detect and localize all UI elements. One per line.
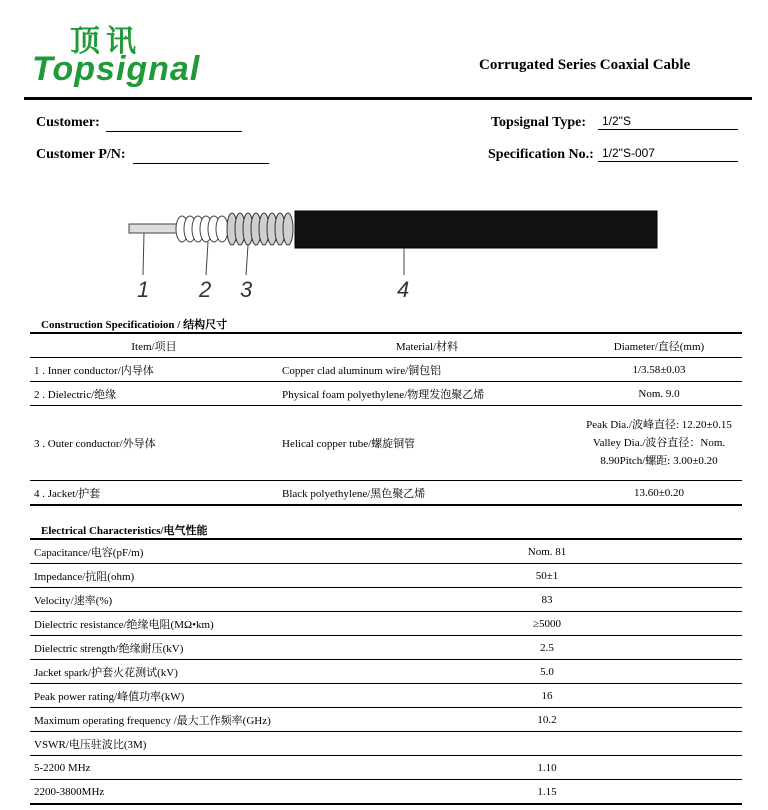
outer-conductor [227, 213, 293, 245]
construction-table [30, 332, 742, 506]
type-field: 1/2"S [598, 114, 738, 130]
property-cell: Capacitance/电容(pF/m) [30, 539, 458, 564]
label-2: 2 [199, 277, 212, 300]
table-row [30, 636, 742, 660]
customer-pn-label: Customer P/N: [36, 147, 126, 162]
dielectric [176, 216, 228, 242]
inner-conductor [129, 224, 177, 233]
property-cell: Dielectric strength/绝缘耐压(kV) [30, 636, 458, 660]
value-cell: 83 [458, 588, 636, 612]
value-cell: 1.10 [458, 756, 636, 780]
table-row [30, 660, 742, 684]
customer-pn-field [133, 148, 269, 164]
header-diameter: Diameter/直径(mm) [576, 333, 742, 358]
item-cell: 3 . Outer conductor/外导体 [30, 406, 278, 481]
spec-field: 1/2"S-007 [598, 146, 738, 162]
label-3: 3 [240, 277, 253, 300]
material-cell: Physical foam polyethylene/物理发泡聚乙烯 [278, 382, 576, 406]
value-cell: 50±1 [458, 564, 636, 588]
table-row [30, 612, 742, 636]
item-cell: 1 . Inner conductor/内导体 [30, 358, 278, 382]
table-row [30, 382, 742, 406]
item-cell: 4 . Jacket/护套 [30, 481, 278, 506]
property-cell: Impedance/抗阻(ohm) [30, 564, 458, 588]
table-row [30, 588, 742, 612]
table-row [30, 481, 742, 506]
electrical-table [30, 538, 742, 805]
value-cell: 2.5 [458, 636, 636, 660]
value-cell: Nom. 81 [458, 539, 636, 564]
table-header-row [30, 333, 742, 358]
spec-label: Specification No.: [488, 147, 594, 162]
header-divider [24, 97, 752, 100]
construction-title: Construction Specificatioion / 结构尺寸 [41, 319, 228, 331]
value-cell: 10.2 [458, 708, 636, 732]
table-row [30, 358, 742, 382]
cable-diagram [120, 205, 665, 300]
logo-english: Topsignal [32, 50, 201, 88]
value-cell: 5.0 [458, 660, 636, 684]
type-label: Topsignal Type: [491, 115, 587, 130]
property-cell: Jacket spark/护套火花测试(kV) [30, 660, 458, 684]
material-cell: Copper clad aluminum wire/铜包铝 [278, 358, 576, 382]
item-cell: 2 . Dielectric/绝缘 [30, 382, 278, 406]
value-cell: ≥5000 [458, 612, 636, 636]
diameter-cell: Peak Dia./波峰直径: 12.20±0.15 Valley Dia./波谷直径：Nom. 8.90Pitch/螺距: 3.00±0.20 [576, 406, 742, 481]
diameter-cell: 13.60±0.20 [576, 481, 742, 506]
table-row [30, 756, 742, 780]
property-cell: 2200-3800MHz [30, 780, 458, 805]
customer-field [106, 116, 242, 132]
table-row [30, 564, 742, 588]
property-cell: 5-2200 MHz [30, 756, 458, 780]
property-cell: VSWR/电压驻波比(3M) [30, 732, 458, 756]
table-row [30, 732, 742, 756]
material-cell: Helical copper tube/螺旋铜管 [278, 406, 576, 481]
table-row [30, 539, 742, 564]
label-1: 1 [137, 277, 150, 300]
table-row [30, 406, 742, 481]
property-cell: Peak power rating/峰值功率(kW) [30, 684, 458, 708]
property-cell: Dielectric resistance/绝缘电阻(MΩ•km) [30, 612, 458, 636]
value-cell: 1.15 [458, 780, 636, 805]
label-4: 4 [397, 277, 410, 300]
jacket [295, 211, 657, 248]
property-cell: Velocity/速率(%) [30, 588, 458, 612]
table-row [30, 684, 742, 708]
header-material: Material/材料 [278, 333, 576, 358]
document-title: Corrugated Series Coaxial Cable [479, 57, 691, 73]
table-row [30, 708, 742, 732]
diameter-cell: Nom. 9.0 [576, 382, 742, 406]
material-cell: Black polyethylene/黑色聚乙烯 [278, 481, 576, 506]
value-cell [458, 732, 636, 756]
header-item: Item/项目 [30, 333, 278, 358]
table-row [30, 780, 742, 805]
value-cell: 16 [458, 684, 636, 708]
customer-label: Customer: [36, 115, 100, 130]
electrical-title: Electrical Characteristics/电气性能 [41, 525, 208, 537]
logo-chinese: 顶讯 [70, 24, 142, 59]
diameter-cell: 1/3.58±0.03 [576, 358, 742, 382]
property-cell: Maximum operating frequency /最大工作频率(GHz) [30, 708, 458, 732]
